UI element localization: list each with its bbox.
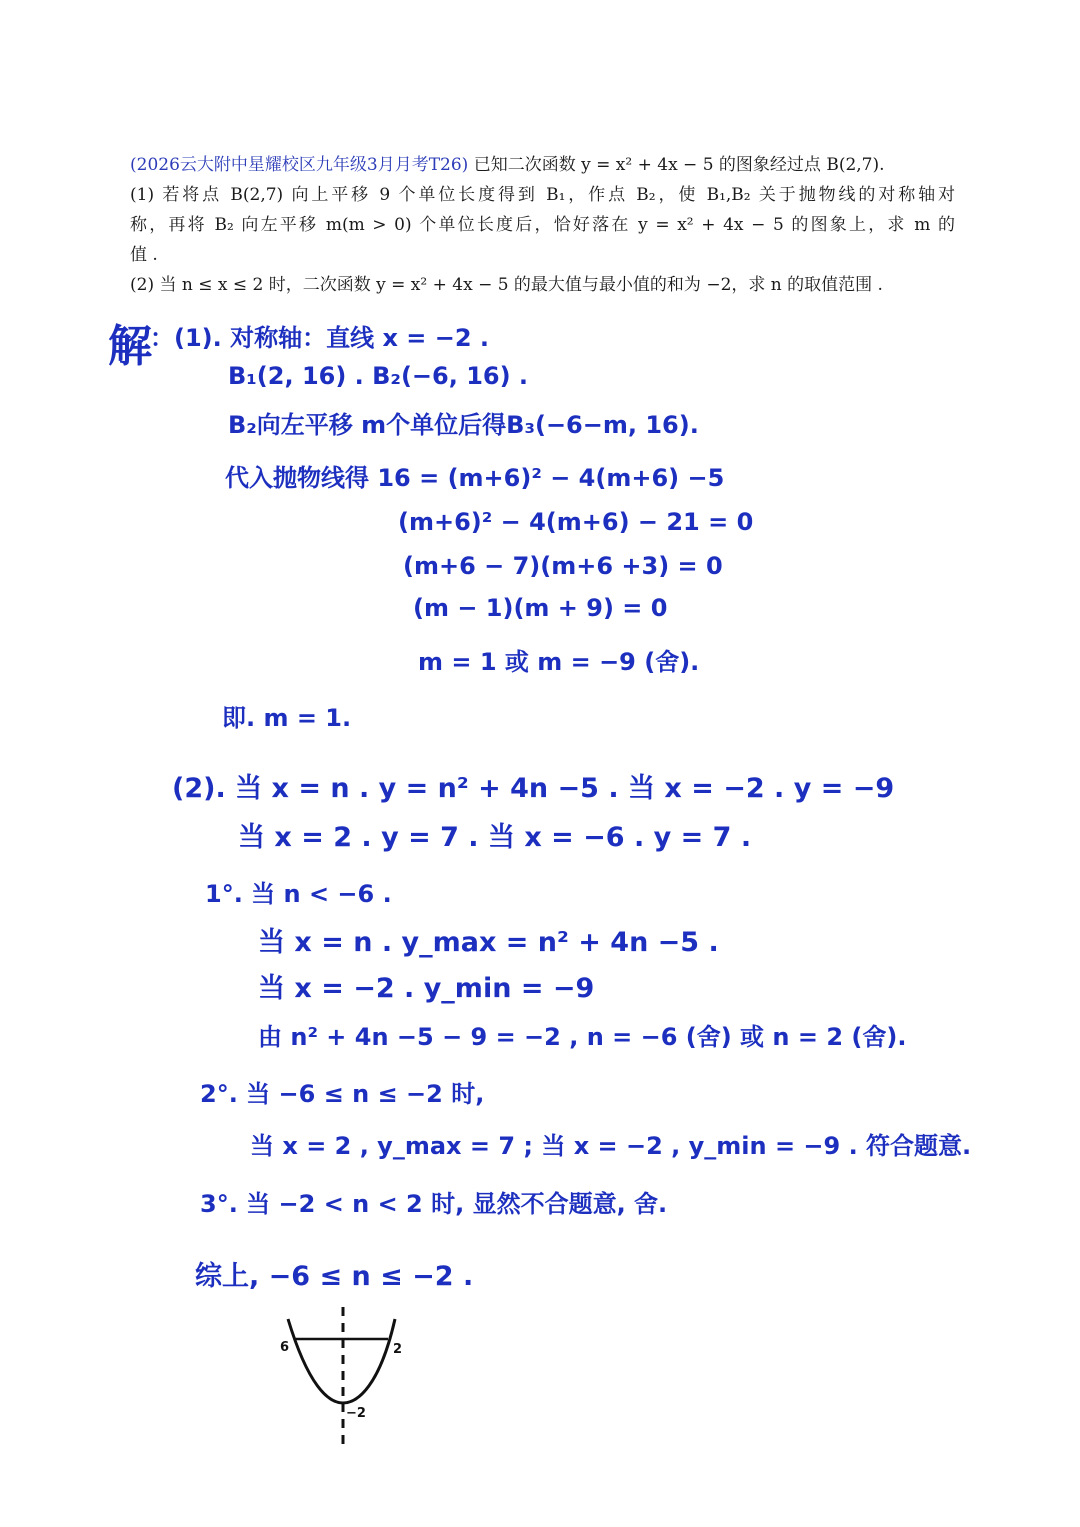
problem-part1-line-2: 称，再将 B₂ 向左平移 m(m > 0) 个单位长度后，恰好落在 y = x² + 4x − 5 的图象上，求 m 的 <box>130 215 955 235</box>
problem-statement <box>130 150 955 300</box>
solution-case1-head: 1°. 当 n < −6 . <box>205 880 392 908</box>
solution-case2-head: 2°. 当 −6 ≤ n ≤ −2 时, <box>200 1080 485 1108</box>
solution-p2-line-1: (2). 当 x = n . y = n² + 4n −5 . 当 x = −2 . y = −9 <box>172 773 895 804</box>
solution-p1-line-4: 代入抛物线得 16 = (m+6)² − 4(m+6) −5 <box>225 464 725 492</box>
solution-p1-line-7: (m − 1)(m + 9) = 0 <box>413 594 668 622</box>
problem-intro: 已知二次函数 y = x² + 4x − 5 的图象经过点 B(2,7). <box>473 155 885 175</box>
graph-label-6: 6 <box>280 1340 290 1355</box>
problem-source: (2026云大附中星耀校区九年级3月月考T26) <box>130 155 469 175</box>
solution-case1-line-1: 当 x = n . y_max = n² + 4n −5 . <box>258 927 719 958</box>
problem-part1-line-3: 值 . <box>130 245 158 265</box>
solution-case1-line-3: 由 n² + 4n −5 − 9 = −2 , n = −6 (舍) 或 n = 2 (舍). <box>258 1023 907 1051</box>
problem-part2: (2) 当 n ≤ x ≤ 2 时，二次函数 y = x² + 4x − 5 的最大值与最小值的和为 −2，求 n 的取值范围 . <box>130 275 883 295</box>
solution-p1-line-3: B₂向左平移 m个单位后得B₃(−6−m, 16). <box>228 411 699 439</box>
solution-p2-line-2: 当 x = 2 . y = 7 . 当 x = −6 . y = 7 . <box>238 822 752 853</box>
solution-p1-line-5: (m+6)² − 4(m+6) − 21 = 0 <box>398 508 754 536</box>
solution-case1-line-2: 当 x = −2 . y_min = −9 <box>258 973 595 1004</box>
parabola-sketch <box>270 1305 420 1450</box>
solution-p1-line-6: (m+6 − 7)(m+6 +3) = 0 <box>403 552 723 580</box>
solution-p1-line-8: m = 1 或 m = −9 (舍). <box>418 648 700 676</box>
problem-line-1 <box>130 150 955 180</box>
solution-case2-line-1: 当 x = 2 , y_max = 7 ; 当 x = −2 , y_min = −9 . 符合题意. <box>250 1132 972 1160</box>
solution-jie: 解 <box>108 321 152 372</box>
solution-p1-answer: 即. m = 1. <box>222 704 352 732</box>
solution-p1-line-1: ：(1). 对称轴：直线 x = −2 . <box>150 324 490 352</box>
solution-case3: 3°. 当 −2 < n < 2 时, 显然不合题意, 舍. <box>200 1190 668 1218</box>
graph-label-vertex: −2 <box>346 1406 366 1421</box>
solution-summary: 综上, −6 ≤ n ≤ −2 . <box>195 1261 474 1292</box>
graph-label-2: 2 <box>393 1342 403 1357</box>
solution-p1-line-2: B₁(2, 16) . B₂(−6, 16) . <box>228 362 529 390</box>
problem-part1-line-1: (1) 若将点 B(2,7) 向上平移 9 个单位长度得到 B₁，作点 B₂，使 B₁,B₂ 关于抛物线的对称轴对 <box>130 185 955 205</box>
